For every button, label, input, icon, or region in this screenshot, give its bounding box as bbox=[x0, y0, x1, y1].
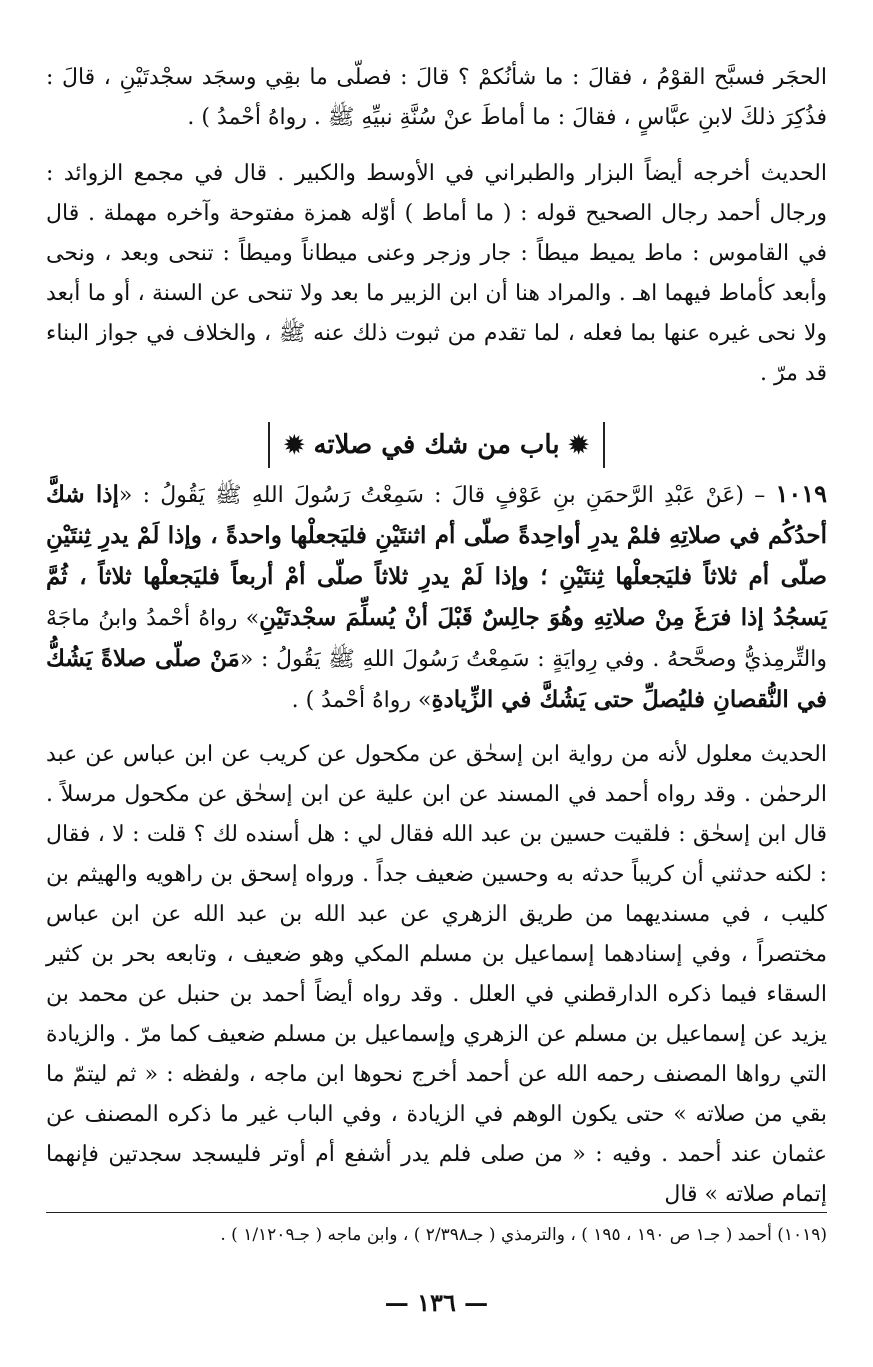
page-number: — ١٣٦ — bbox=[384, 1288, 489, 1317]
star-ornament-icon: ✹ bbox=[568, 430, 589, 459]
star-ornament-icon: ✹ bbox=[284, 430, 305, 459]
footnote-divider bbox=[46, 1212, 827, 1213]
hadith-continuation-text: الحجَر فسبَّح القوْمُ ، فقالَ : ما شأنُكمْ ؟ قالَ : فصلّى ما بقِي وسجَد سجْدتَيْنِ ، قالَ : فذُكِرَ ذلكَ لابنِ عبَّاسٍ ، فقالَ : ما أماطَ عنْ سُنَّةِ نبيِّهِ ﷺ . رواهُ أحْمدُ ) . bbox=[46, 65, 827, 130]
hadith-matn-2: مَنْ صلّى صلاةً يَشُكُّ في النُّقصانِ فليُصلِّ حتى يَشُكَّ في الزِّيادةِ bbox=[46, 645, 827, 713]
chapter-heading bbox=[268, 422, 604, 468]
chapter-heading-wrap bbox=[46, 422, 827, 468]
footnote: (١٠١٩) أحمد ( جـ١ ص ١٩٠ ، ١٩٥ ) ، والترمذي ( جـ٢/٣٩٨ ) ، وابن ماجه ( جـ١/١٢٠٩ ) . bbox=[220, 1225, 827, 1245]
hadith-intro: – (عَنْ عَبْدِ الرَّحمَنِ بنِ عَوْفٍ قالَ : سَمِعْتُ رَسُولَ اللهِ ﷺ يَقُولُ : « bbox=[118, 483, 766, 508]
commentary-paragraph-1: الحديث أخرجه أيضاً البزار والطبراني في الأوسط والكبير . قال في مجمع الزوائد : ورجال أحمد رجال الصحيح قوله : ( ما أماط ) أوّله همزة مفتوحة وآخره مهملة . قال في القاموس : ماط يميط ميطاً : جار وزجر وعنى ميطاناً وميطاً : تنحى وبعد ، ونحى وأبعد كأماط فيهما اهـ . والمراد هنا أن ابن الزبير ما بعد ولا تنحى عن السنة ، أو ما أبعد ولا نحى غيره عنها بما فعله ، لما تقدم من ثبوت ذلك عنه ﷺ ، والخلاف في جواز البناء قد مرّ . bbox=[46, 161, 827, 386]
hadith-mid: » رواهُ أحْمدُ وابنُ ماجَهْ والتِّرمِذيُّ وصحَّحهُ . وفي رِوايَةٍ : سَمِعْتُ رَسُولَ اللهِ ﷺ يَقُولُ : « bbox=[46, 606, 827, 672]
hadith-1019 bbox=[46, 474, 827, 721]
hadith-matn-1: إذا شكَّ أحدُكُم في صلاتِهِ فلمْ يدرِ أواحِدةً صلّى أم اثنتَيْنِ فليَجعلْها واحدةً ، وإذا لَمْ يدرِ ثِنتَيْنِ صلّى أم ثلاثاً فليَجعلْها ثِنتَيْنِ ؛ وإذا لَمْ يدرِ ثلاثاً صلّى أمْ أربعاً فليَجعلْها ثلاثاً ، ثُمَّ يَسجُدُ إذا فرَغَ مِنْ صلاتِهِ وهُوَ جالِسٌ قَبْلَ أنْ يُسلِّمَ سجْدتَيْنِ bbox=[46, 481, 827, 631]
hadith-number: ١٠١٩ bbox=[775, 479, 828, 508]
hadith-end: » رواهُ أحْمدُ ) . bbox=[291, 688, 432, 713]
chapter-title: باب من شك في صلاته bbox=[313, 430, 560, 460]
hadith-continuation bbox=[46, 58, 827, 154]
commentary-paragraph-2: الحديث معلول لأنه من رواية ابن إسحٰق عن مكحول عن كريب عن ابن عباس عن عبد الرحمٰن . وقد رواه أحمد في المسند عن ابن علية عن ابن إسحٰق عن مكحول مرسلاً . قال ابن إسحٰق : فلقيت حسين بن عبد الله فقال لي : هل أسنده لك ؟ قلت : لا ، فقال : لكنه حدثني أن كريباً حدثه به وحسين ضعيف جداً . ورواه إسحق بن راهويه والهيثم بن كليب ، في مسنديهما من طريق الزهري عن عبد الله بن عبد الله عن ابن عباس مختصراً ، وفي إسنادهما إسماعيل بن مسلم المكي وهو ضعيف ، وتابعه بحر بن كثير السقاء فيما ذكره الدارقطني في العلل . وقد رواه أيضاً أحمد بن حنبل عن محمد بن يزيد عن إسماعيل بن مسلم عن الزهري وإسماعيل بن مسلم ضعيف كما مرّ . والزيادة التي رواها المصنف رحمه الله عن أحمد أخرج نحوها ابن ماجه ، ولفظه : « ثم ليتمّ ما بقي من صلاته » حتى يكون الوهم في الزيادة ، وفي الباب غير ما ذكره المصنف عن عثمان عند أحمد . وفيه : « من صلى فلم يدر أشفع أم أوتر فليسجد سجدتين فإنهما إتمام صلاته » قال bbox=[46, 742, 827, 1207]
